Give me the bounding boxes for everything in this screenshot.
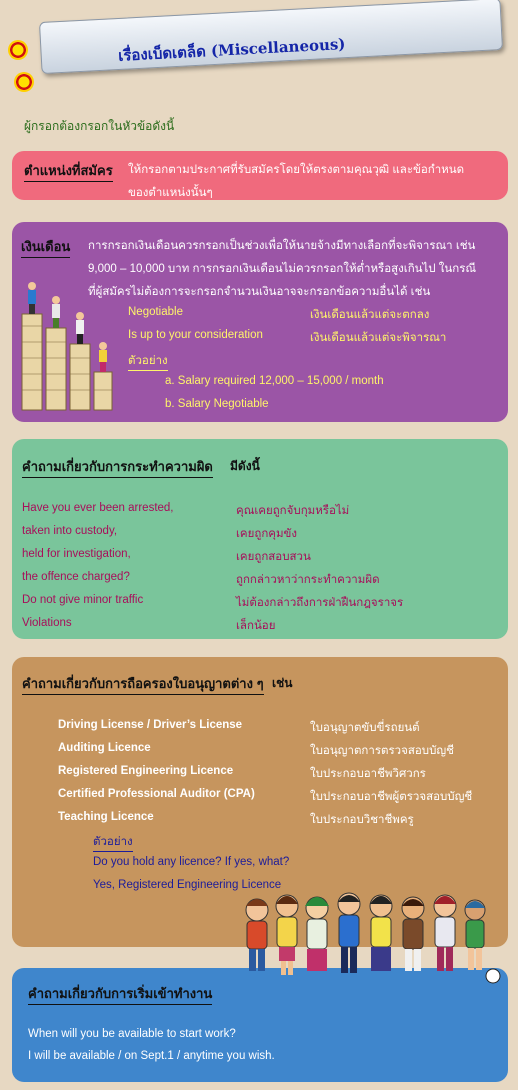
position-text-2: ของตำแหน่งนั้นๆ [128, 187, 213, 199]
license-en: Certified Professional Auditor (CPA) [58, 788, 255, 800]
salary-phrase-th: เงินเดือนแล้วแต่จะตกลง [310, 309, 430, 321]
start-work-answer: I will be available / on Sept.1 / anytime you wish. [28, 1050, 275, 1062]
offence-heading-suffix: มีดังนี้ [230, 459, 260, 473]
offence-en: Violations [22, 617, 72, 629]
license-heading: คำถามเกี่ยวกับการถือครองใบอนุญาตต่าง ๆ [22, 673, 264, 695]
offence-en: Have you ever been arrested, [22, 502, 174, 514]
offence-en: Do not give minor traffic [22, 594, 144, 606]
license-en: Registered Engineering Licence [58, 765, 234, 777]
offence-en: held for investigation, [22, 548, 131, 560]
page-title: เรื่องเบ็ดเตล็ด (Miscellaneous) [117, 34, 346, 65]
salary-phrase-th: เงินเดือนแล้วแต่จะพิจารณา [310, 332, 447, 344]
salary-phrase-en: Is up to your consideration [128, 329, 263, 341]
offence-th: เคยถูกสอบสวน [236, 551, 311, 563]
license-th: ใบอนุญาตขับขี่รถยนต์ [310, 722, 420, 734]
salary-phrase-en: Negotiable [128, 306, 183, 318]
salary-example-label: ตัวอย่าง [128, 352, 168, 371]
position-heading: ตำแหน่งที่สมัคร [24, 160, 113, 182]
offence-en: taken into custody, [22, 525, 118, 537]
salary-example: b. Salary Negotiable [165, 398, 269, 410]
offence-th: ถูกกล่าวหาว่ากระทำความผิด [236, 574, 380, 586]
offence-heading: คำถามเกี่ยวกับการกระทำความผิด [22, 456, 213, 478]
license-example-answer: Yes, Registered Engineering Licence [93, 879, 282, 891]
intro-text: ผู้กรอกต้องกรอกในหัวข้อดังนี้ [24, 119, 175, 133]
license-en: Auditing Licence [58, 742, 151, 754]
coin-stacks-illustration [20, 272, 115, 412]
position-text-1: ให้กรอกตามประกาศที่รับสมัครโดยให้ตรงตามคุณวุฒิ และข้อกำหนด [128, 164, 465, 176]
children-illustration [235, 880, 505, 990]
license-th: ใบประกอบอาชีพผู้ตรวจสอบบัญชี [310, 791, 473, 803]
salary-heading: เงินเดือน [21, 236, 70, 258]
salary-example: a. Salary required 12,000 – 15,000 / month [165, 375, 384, 387]
offence-th: เคยถูกคุมขัง [236, 528, 298, 540]
license-en: Teaching Licence [58, 811, 154, 823]
salary-text-3: ที่ผู้สมัครไม่ต้องการจะกรอกจำนวนเงินอาจจะกรอกข้อความอื่นได้ เช่น [88, 286, 431, 298]
license-example-label: ตัวอย่าง [93, 833, 133, 852]
offence-th: ไม่ต้องกล่าวถึงการฝ่าฝืนกฎจราจร [236, 597, 404, 609]
license-th: ใบอนุญาตการตรวจสอบบัญชี [310, 745, 454, 757]
license-th: ใบประกอบวิชาชีพครู [310, 814, 414, 826]
license-heading-suffix: เช่น [272, 676, 293, 690]
license-en: Driving License / Driver’s License [58, 719, 243, 731]
sun-icon [8, 40, 28, 60]
offence-en: the offence charged? [22, 571, 130, 583]
offence-th: เล็กน้อย [236, 620, 276, 632]
start-work-heading: คำถามเกี่ยวกับการเริ่มเข้าทำงาน [28, 983, 212, 1005]
sun-icon [14, 72, 34, 92]
salary-text-1: การกรอกเงินเดือนควรกรอกเป็นช่วงเพื่อให้นายจ้างมีทางเลือกที่จะพิจารณา เช่น [88, 240, 476, 252]
license-th: ใบประกอบอาชีพวิศวกร [310, 768, 426, 780]
offence-th: คุณเคยถูกจับกุมหรือไม่ [236, 505, 350, 517]
salary-text-2: 9,000 – 10,000 บาท การกรอกเงินเดือนไม่ควรกรอกให้ต่ำหรือสูงเกินไป ในกรณี [88, 263, 477, 275]
license-example-question: Do you hold any licence? If yes, what? [93, 856, 290, 868]
start-work-question: When will you be available to start work? [28, 1028, 236, 1040]
